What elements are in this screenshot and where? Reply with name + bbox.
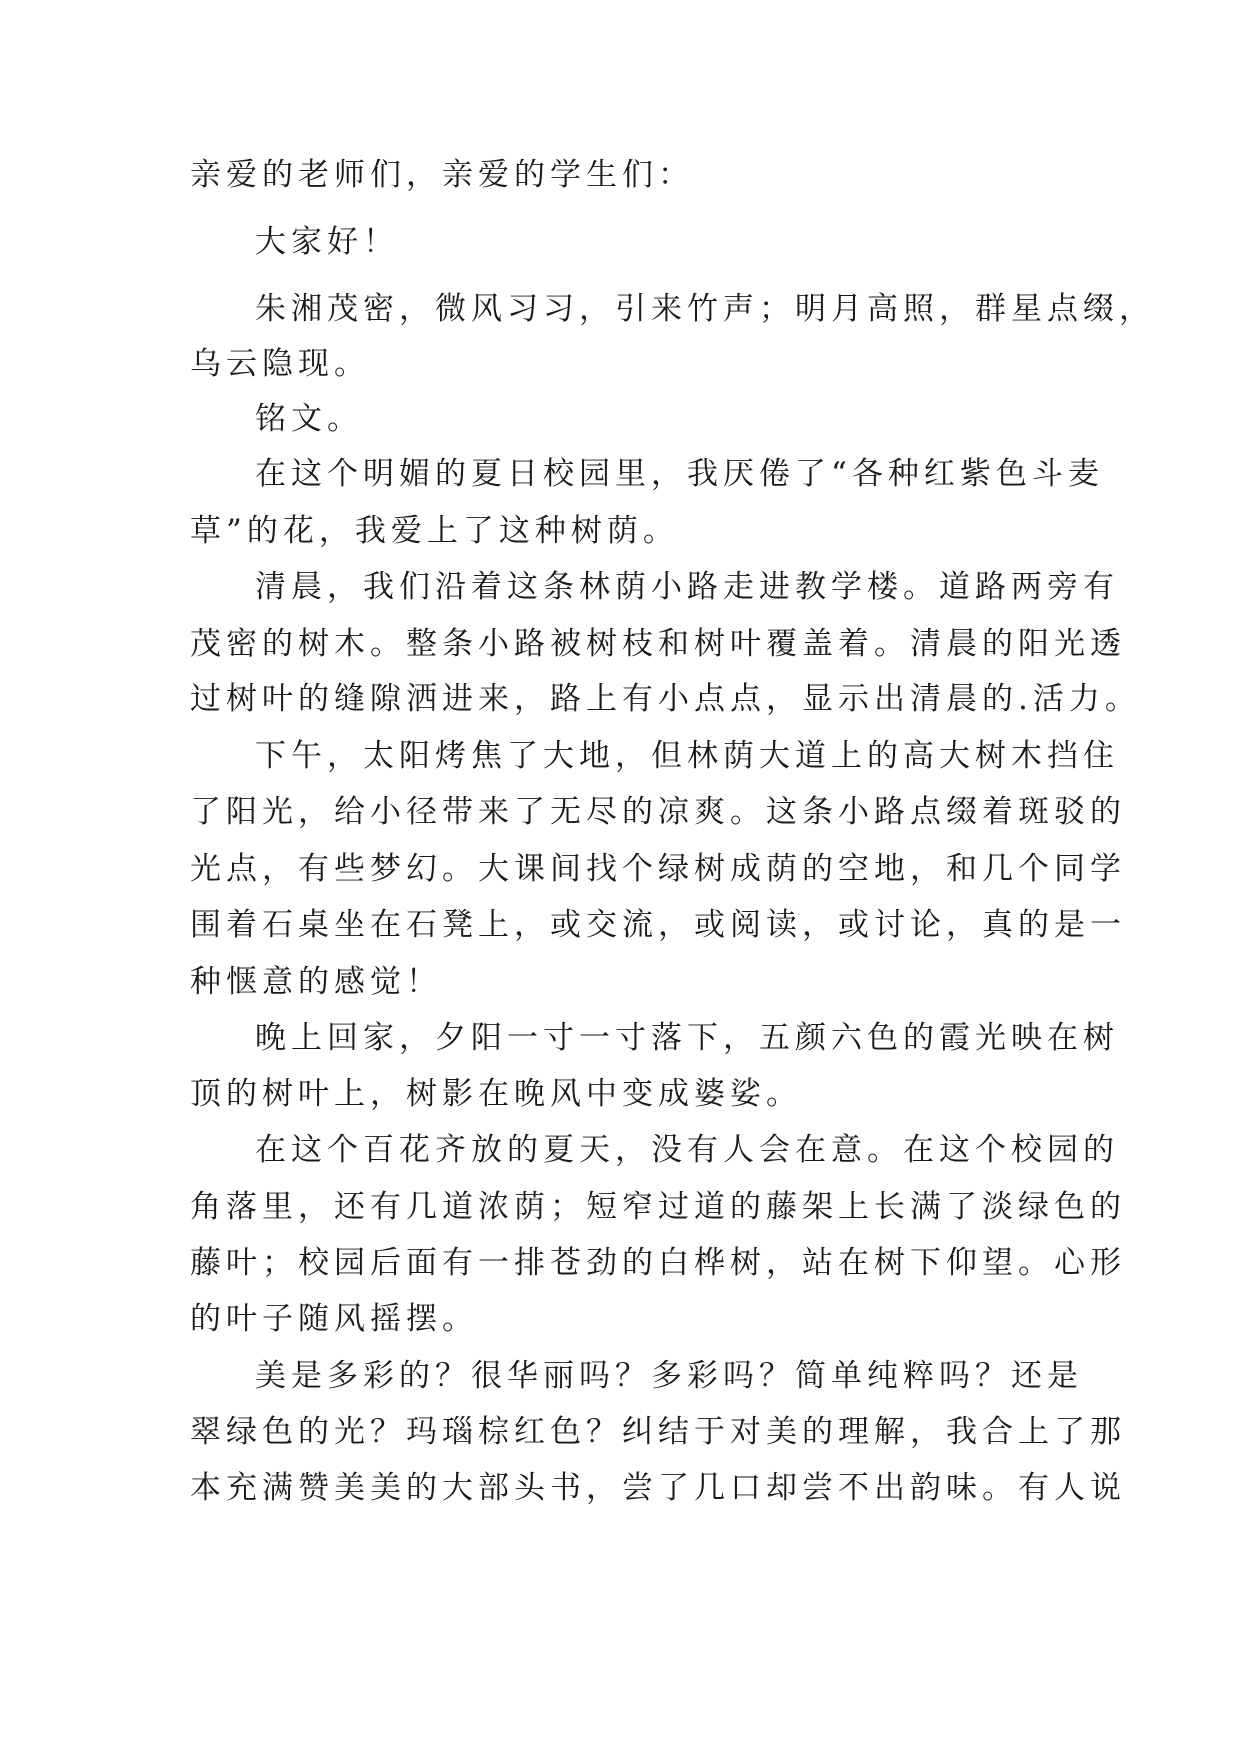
paragraph-line: 草”的花，我爱上了这种树荫。 [190, 513, 679, 549]
paragraph-line: 了阳光，给小径带来了无尽的凉爽。这条小路点缀着斑驳的 [190, 794, 1126, 830]
paragraph-line: 在这个百花齐放的夏天，没有人会在意。在这个校园的 [255, 1132, 1119, 1168]
paragraph-line: 顶的树叶上，树影在晚风中变成婆娑。 [190, 1076, 802, 1112]
paragraph-line: 朱湘茂密，微风习习，引来竹声；明月高照，群星点缀， [255, 291, 1155, 327]
paragraph-line: 光点，有些梦幻。大课间找个绿树成荫的空地，和几个同学 [190, 851, 1126, 887]
salutation: 亲爱的老师们，亲爱的学生们： [190, 157, 694, 193]
paragraph-line: 下午，太阳烤焦了大地，但林荫大道上的高大树木挡住 [255, 738, 1119, 774]
paragraph-line: 晚上回家，夕阳一寸一寸落下，五颜六色的霞光映在树 [255, 1020, 1119, 1056]
paragraph-line: 茂密的树木。整条小路被树枝和树叶覆盖着。清晨的阳光透 [190, 626, 1126, 662]
paragraph-line: 铭文。 [255, 401, 363, 437]
paragraph-line: 角落里，还有几道浓荫；短窄过道的藤架上长满了淡绿色的 [190, 1189, 1126, 1225]
paragraph-line: 的叶子随风摇摆。 [190, 1301, 478, 1337]
paragraph-line: 种惬意的感觉！ [190, 964, 442, 1000]
paragraph-line: 本充满赞美美的大部头书，尝了几口却尝不出韵味。有人说 [190, 1470, 1126, 1506]
paragraph-line: 清晨，我们沿着这条林荫小路走进教学楼。道路两旁有 [255, 569, 1119, 605]
paragraph-line: 乌云隐现。 [190, 346, 370, 382]
paragraph-line: 藤叶；校园后面有一排苍劲的白桦树，站在树下仰望。心形 [190, 1245, 1126, 1281]
paragraph-line: 过树叶的缝隙洒进来，路上有小点点，显示出清晨的.活力。 [190, 681, 1141, 717]
greeting: 大家好！ [255, 224, 399, 260]
paragraph-line: 美是多彩的？很华丽吗？多彩吗？简单纯粹吗？还是 [255, 1358, 1083, 1394]
paragraph-line: 翠绿色的光？玛瑙棕红色？纠结于对美的理解，我合上了那 [190, 1414, 1126, 1450]
paragraph-line: 围着石桌坐在石凳上，或交流，或阅读，或讨论，真的是一 [190, 907, 1126, 943]
paragraph-line: 在这个明媚的夏日校园里，我厌倦了“各种红紫色斗麦 [255, 456, 1104, 492]
